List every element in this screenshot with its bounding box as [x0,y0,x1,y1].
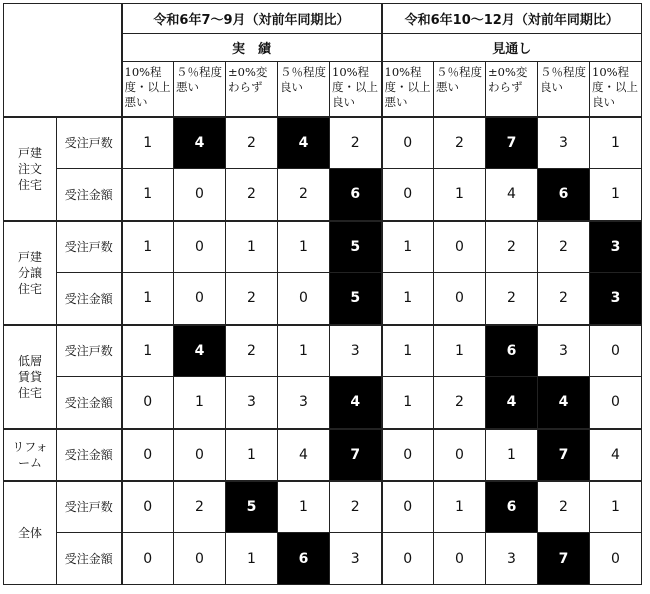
value-cell: 1 [590,117,642,169]
value-cell: 1 [486,429,538,481]
table-row [4,273,642,325]
value-cell: 0 [382,169,434,221]
value-cell: 4 [330,377,382,429]
value-cell: 7 [538,429,590,481]
value-cell: 1 [122,117,174,169]
value-cell: 4 [486,169,538,221]
category-renovation: リフォ ーム [4,429,57,481]
value-cell: 0 [174,169,226,221]
table-row [4,221,642,273]
value-cell: 1 [122,325,174,377]
value-cell: 0 [174,429,226,481]
value-cell: 6 [278,533,330,585]
col-header-p2-unchanged: ±0%変わらず [486,62,538,117]
value-cell: 3 [590,273,642,325]
value-cell: 0 [382,117,434,169]
value-cell: 4 [590,429,642,481]
value-cell: 1 [122,273,174,325]
value-cell: 6 [486,325,538,377]
value-cell: 4 [486,377,538,429]
value-cell: 1 [122,169,174,221]
value-cell: 2 [330,117,382,169]
value-cell: 1 [278,325,330,377]
value-cell: 0 [122,481,174,533]
value-cell: 1 [590,169,642,221]
value-cell: 1 [278,481,330,533]
value-cell: 0 [174,221,226,273]
value-cell: 1 [226,221,278,273]
value-cell: 0 [590,325,642,377]
period2-title: 令和6年10〜12月（対前年同期比） [382,4,642,34]
value-cell: 2 [538,481,590,533]
value-cell: 1 [226,533,278,585]
value-cell: 0 [174,273,226,325]
col-header-p2-much-better: 10%程度・以上良い [590,62,642,117]
value-cell: 2 [174,481,226,533]
value-cell: 4 [174,117,226,169]
period1-subtitle: 実 績 [122,34,382,62]
value-cell: 0 [590,533,642,585]
value-cell: 7 [538,533,590,585]
value-cell: 3 [330,325,382,377]
corner-cell [4,4,122,117]
value-cell: 2 [330,481,382,533]
value-cell: 1 [434,481,486,533]
value-cell: 1 [590,481,642,533]
value-cell: 0 [382,429,434,481]
table-row [4,325,642,377]
value-cell: 5 [226,481,278,533]
value-cell: 7 [330,429,382,481]
value-cell: 0 [122,429,174,481]
table-row [4,117,642,169]
col-header-p1-unchanged: ±0%変わらず [226,62,278,117]
value-cell: 0 [382,481,434,533]
category-low-rise-rental: 低層 賃貸 住宅 [4,325,57,429]
survey-table [3,3,642,585]
value-cell: 1 [382,377,434,429]
table-row [4,481,642,533]
value-cell: 6 [330,169,382,221]
value-cell: 1 [382,273,434,325]
category-custom-house: 戸建 注文 住宅 [4,117,57,221]
table-row [4,377,642,429]
col-header-p1-better: ５％程度良い [278,62,330,117]
metric-label: 受注戸数 [57,117,122,169]
value-cell: 1 [278,221,330,273]
value-cell: 2 [226,169,278,221]
value-cell: 5 [330,273,382,325]
col-header-p2-much-worse: 10%程度・以上悪い [382,62,434,117]
col-header-p2-better: ５％程度良い [538,62,590,117]
value-cell: 0 [434,533,486,585]
value-cell: 0 [590,377,642,429]
metric-label: 受注金額 [57,169,122,221]
table-row [4,169,642,221]
value-cell: 4 [278,117,330,169]
value-cell: 0 [434,273,486,325]
col-header-p1-much-better: 10%程度・以上良い [330,62,382,117]
metric-label: 受注金額 [57,273,122,325]
value-cell: 2 [226,117,278,169]
metric-label: 受注金額 [57,429,122,481]
col-header-p2-worse: ５％程度悪い [434,62,486,117]
value-cell: 7 [486,117,538,169]
value-cell: 0 [174,533,226,585]
survey-table-container [3,3,642,585]
metric-label: 受注金額 [57,377,122,429]
value-cell: 0 [278,273,330,325]
col-header-p1-worse: ５％程度悪い [174,62,226,117]
metric-label: 受注戸数 [57,221,122,273]
metric-label: 受注金額 [57,533,122,585]
value-cell: 4 [278,429,330,481]
value-cell: 0 [122,377,174,429]
table-row [4,533,642,585]
value-cell: 1 [434,169,486,221]
value-cell: 1 [434,325,486,377]
value-cell: 3 [330,533,382,585]
value-cell: 0 [382,533,434,585]
value-cell: 3 [538,325,590,377]
value-cell: 3 [226,377,278,429]
value-cell: 2 [226,273,278,325]
value-cell: 1 [174,377,226,429]
value-cell: 1 [382,325,434,377]
value-cell: 6 [486,481,538,533]
value-cell: 2 [538,273,590,325]
col-header-p1-much-worse: 10%程度・以上悪い [122,62,174,117]
value-cell: 0 [122,533,174,585]
value-cell: 5 [330,221,382,273]
value-cell: 2 [486,221,538,273]
period1-title: 令和6年7〜9月（対前年同期比） [122,4,382,34]
value-cell: 3 [590,221,642,273]
metric-label: 受注戸数 [57,481,122,533]
category-built-for-sale-house: 戸建 分譲 住宅 [4,221,57,325]
category-overall: 全体 [4,481,57,585]
value-cell: 2 [434,377,486,429]
value-cell: 3 [278,377,330,429]
value-cell: 2 [278,169,330,221]
value-cell: 4 [538,377,590,429]
value-cell: 2 [226,325,278,377]
value-cell: 6 [538,169,590,221]
value-cell: 1 [382,221,434,273]
metric-label: 受注戸数 [57,325,122,377]
value-cell: 0 [434,429,486,481]
value-cell: 0 [434,221,486,273]
value-cell: 2 [486,273,538,325]
period2-subtitle: 見通し [382,34,642,62]
value-cell: 1 [122,221,174,273]
table-row [4,429,642,481]
value-cell: 3 [486,533,538,585]
value-cell: 2 [538,221,590,273]
value-cell: 3 [538,117,590,169]
value-cell: 4 [174,325,226,377]
value-cell: 1 [226,429,278,481]
value-cell: 2 [434,117,486,169]
